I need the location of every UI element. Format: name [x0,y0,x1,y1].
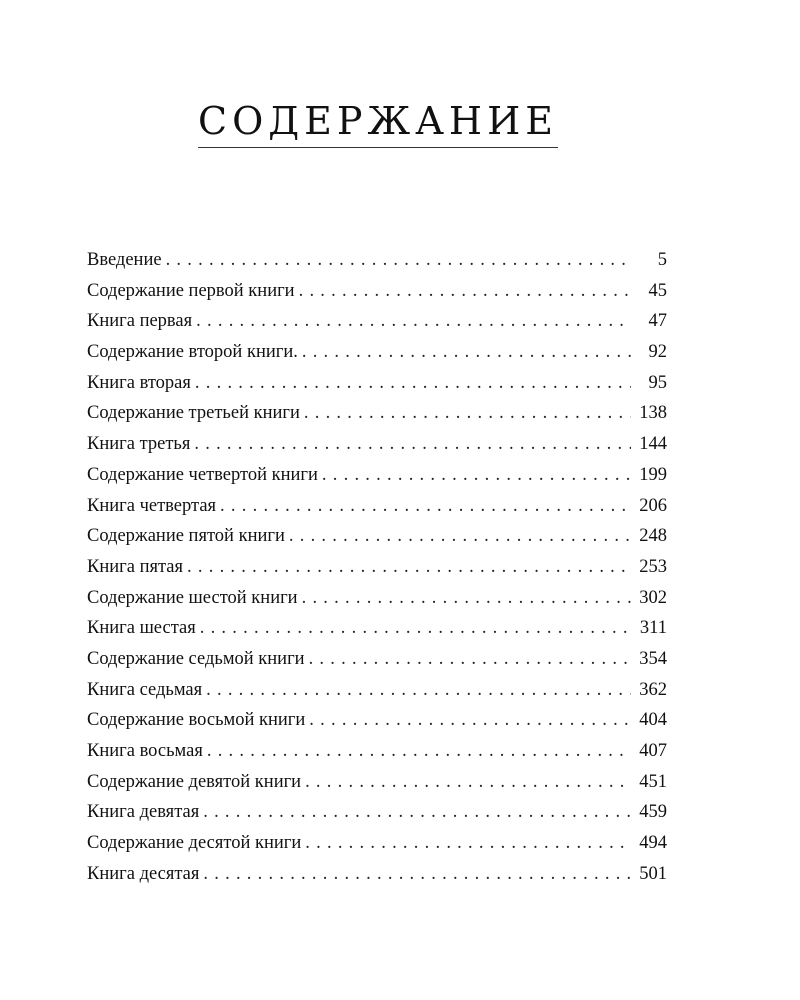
toc-entry[interactable] [87,521,667,552]
toc-entry-label: Книга восьмая [87,741,203,761]
toc-entry-label: Содержание восьмой книги [87,710,306,731]
toc-entry-label: Книга четвертая [87,495,217,516]
toc-entry-label: Книга девятая [87,802,200,823]
toc-entry-label: Книга третья [87,434,191,455]
dot-leader [304,398,631,429]
toc-entry-page-number: 404 [639,710,667,731]
toc-entry[interactable] [87,828,667,859]
page-title: СОДЕРЖАНИЕ [198,99,558,143]
dot-leader [299,276,631,307]
toc-entry[interactable] [87,245,667,276]
toc-entry-label: Книга шестая [87,618,196,639]
toc-entry-page-number: 144 [639,434,667,455]
toc-entry-label: Содержание десятой книги [87,833,302,854]
toc-entry-label: Книга пятая [87,556,184,577]
toc-entry-label: Содержание первой книги [87,280,295,301]
dot-leader [203,859,631,890]
toc-entry-page-number: 354 [639,648,667,669]
toc-entry-page-number: 45 [648,280,667,301]
toc-entry-page-number: 95 [648,372,667,393]
dot-leader [194,429,631,460]
toc-entry[interactable] [87,552,667,583]
dot-leader [305,828,631,859]
dot-leader [309,705,631,736]
toc-entry[interactable] [87,859,667,890]
toc-entry-label: Книга первая [87,311,193,332]
toc-entry[interactable] [87,306,667,337]
dot-leader [187,552,631,583]
toc-entry-label: Содержание девятой книги [87,771,302,792]
toc-entry[interactable] [87,460,667,491]
toc-entry-page-number: 199 [639,464,667,485]
table-of-contents [87,245,667,889]
dot-leader [302,337,631,368]
dot-leader [305,767,631,798]
toc-entry[interactable] [87,705,667,736]
title-underline [198,147,558,148]
toc-entry-label: Книга седьмая [87,679,203,700]
toc-entry-page-number: 407 [639,741,667,761]
toc-entry[interactable] [87,398,667,429]
toc-entry-page-number: 451 [639,771,667,792]
toc-entry-page-number: 138 [639,403,667,424]
toc-entry-page-number: 5 [657,250,667,270]
dot-leader [302,583,631,614]
toc-entry[interactable] [87,736,667,767]
dot-leader [220,491,631,522]
toc-entry[interactable] [87,368,667,399]
dot-leader [200,613,631,644]
toc-entry-label: Содержание четвертой книги [87,464,318,485]
toc-entry-label: Содержание седьмой книги [87,648,305,669]
toc-entry-label: Содержание второй книги. [87,342,298,363]
toc-entry-page-number: 362 [639,679,667,700]
toc-entry[interactable] [87,767,667,798]
toc-entry[interactable] [87,429,667,460]
toc-entry-label: Содержание пятой книги [87,526,285,547]
dot-leader [289,521,631,552]
toc-entry[interactable] [87,583,667,614]
dot-leader [203,797,631,828]
toc-entry-page-number: 206 [639,495,667,516]
toc-entry-page-number: 248 [639,526,667,547]
toc-entry-label: Содержание третьей книги [87,403,300,424]
toc-entry[interactable] [87,276,667,307]
toc-entry[interactable] [87,644,667,675]
toc-entry[interactable] [87,675,667,706]
toc-entry-label: Введение [87,250,162,270]
dot-leader [196,306,631,337]
toc-entry-label: Книга вторая [87,372,191,393]
toc-entry[interactable] [87,613,667,644]
dot-leader [207,736,631,767]
toc-entry-page-number: 501 [639,863,667,884]
toc-entry-page-number: 311 [639,618,667,639]
toc-entry-page-number: 494 [639,833,667,854]
toc-entry-page-number: 459 [639,802,667,823]
toc-entry[interactable] [87,797,667,828]
dot-leader [166,245,631,276]
dot-leader [195,368,631,399]
dot-leader [322,460,631,491]
toc-entry[interactable] [87,337,667,368]
toc-entry-page-number: 47 [648,311,667,332]
toc-entry-page-number: 302 [639,587,667,608]
dot-leader [206,675,631,706]
toc-entry-page-number: 92 [648,342,667,363]
toc-entry-label: Книга десятая [87,863,200,884]
toc-entry-page-number: 253 [639,556,667,577]
dot-leader [309,644,631,675]
toc-entry[interactable] [87,491,667,522]
toc-entry-label: Содержание шестой книги [87,587,298,608]
